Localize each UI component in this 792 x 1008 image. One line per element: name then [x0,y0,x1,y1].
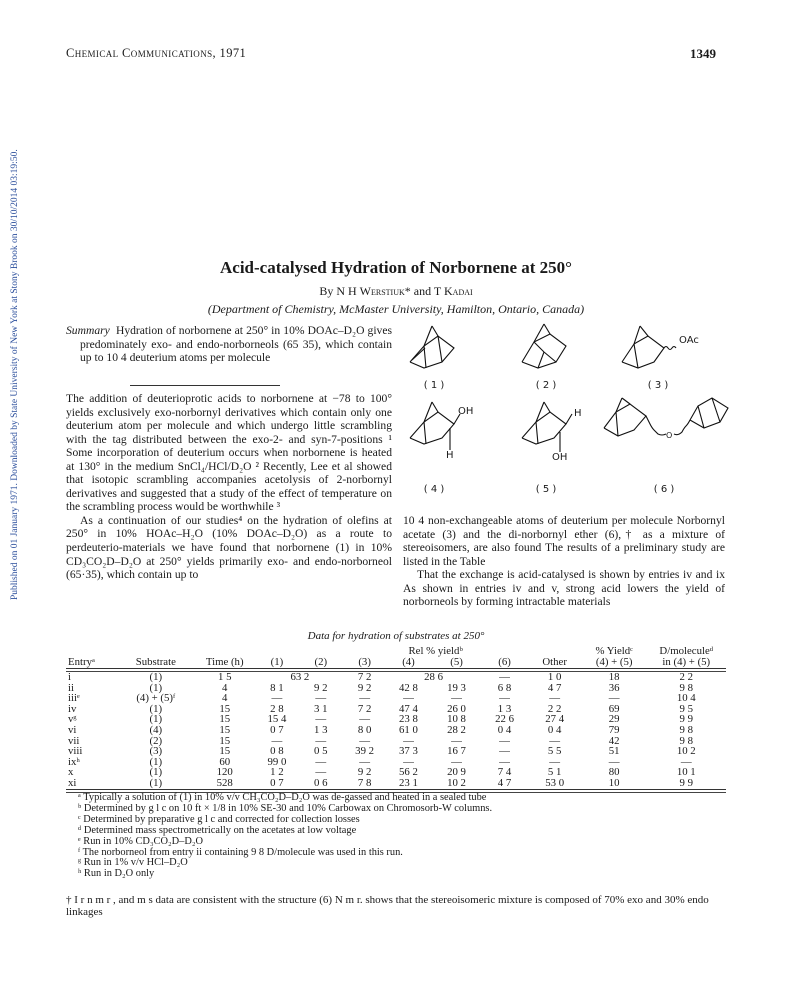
cell-c4: 37 3 [399,745,418,758]
header-yield-top: % Yieldᶜ [595,645,633,657]
body-column-right [403,514,725,609]
cell-c6: — [499,692,510,705]
cell-c2: — [315,755,327,768]
cell-other: 4 7 [547,681,562,694]
cell-c3: — [359,713,371,726]
structure-figure [400,322,730,502]
cell-c4-c5: 28 6 [424,671,443,683]
cell-c5: 28 2 [447,723,466,736]
cell-c4: 56 2 [399,766,418,779]
footnote-a: ᵃ Typically a solution of (1) in 10% v/v CH₃CO₂D–D₂O was de-gassed and heated in a sealed tube [78,792,487,803]
ether-oxygen: O [666,431,673,440]
cell-c3: 7 8 [357,776,372,789]
cell-yield: 69 [608,702,620,715]
summary-text: Hydration of norbornene at 250° in 10% DOAc–D₂O gives predominately exo- and endo-norborneols (65 35), which contain up to 10 4 deuterium atoms per molecule [80,324,392,365]
cell-c5: 10 8 [447,713,466,726]
cell-entry: viii [68,745,83,758]
header-c2: (2) [314,656,328,668]
cell-c3: 7 2 [357,702,372,715]
structure-label-6: ( 6 ) [653,484,675,495]
cell-c5: 10 2 [447,776,466,789]
cell-entry: vi [68,723,77,736]
structure-label-5: ( 5 ) [535,484,557,495]
cell-c5: 19 3 [447,681,466,694]
cell-yield: 36 [608,681,620,694]
cell-c6: — [499,671,510,683]
oac-group: OAc [679,335,699,346]
affiliation: (Department of Chemistry, McMaster University, Hamilton, Ontario, Canada) [207,302,585,316]
dagger-footnote: † I r n m r , and m s data are consistent with the structure (6) N m r. shows that the stereoisomeric mixture is composed of 70% exo and 30% endo linkages [66,894,709,918]
table-row [66,778,726,789]
table-row [66,704,726,715]
footnote-e: ᵉ Run in 10% CD₃CO₂D–D₂O [78,835,203,847]
cell-other: 53 0 [545,776,565,789]
header-c4: (4) [402,656,415,668]
cell-c4: 23 1 [399,776,418,789]
header-entry: Entryᵃ [68,656,95,668]
cell-entry: x [68,766,74,779]
cell-c4: 23 8 [399,713,418,726]
cell-c6: 0 4 [497,723,512,736]
cell-time: 15 [219,713,231,726]
cell-dmol: 10 2 [676,745,696,758]
cell-dmol: 10 4 [676,692,696,705]
download-note[interactable]: Published on 01 January 1971. Downloaded by State University of New York at Stony Brook on 30/10/2014 03:19:50. [10,149,20,600]
cell-c2: — [315,734,327,747]
body-paragraph-1: The addition of deuterioprotic acids to norbornene at −78 to 100° yields exclusively exo-norbornyl derivatives which contain only one deuterium atom per molecule and which undergo little scrambling with the tag distributed between the exo-2- and syn-7-positions ¹ Some incorporation of deuterium occurs when norbornene is heated at 130° in the medium SnCl₄/HCl/D₂O ² Recently, Lee et al showed that isotopic scrambling accompanies acetolysis of 2-norbornyl derivatives and suggested that a study of the effect of temperature on the scrambling process would be worthwhile ³ [66,392,392,514]
cell-c6: — [499,734,510,747]
table-row [66,746,726,757]
cell-substrate: (1) [149,776,163,789]
header-c1: (1) [270,656,284,668]
byline-prefix: By N H [319,284,357,298]
cell-c1: 99 0 [267,755,287,768]
oh-endo: OH [552,452,568,463]
header-c5: (5) [450,656,463,668]
cell-c1: 1 2 [270,766,284,779]
cell-time: 15 [219,702,231,715]
cell-yield: 18 [608,671,620,683]
cell-entry: vᵍ [68,713,77,726]
structure-label-4: ( 4 ) [423,484,445,495]
cell-entry: iv [68,702,77,715]
cell-dmol: 9 9 [679,776,694,789]
cell-other: — [549,692,561,705]
cell-dmol: 9 8 [679,723,694,736]
cell-c3: 7 2 [357,671,372,683]
cell-dmol: 9 5 [679,702,694,715]
cell-c6: 1 3 [497,702,512,715]
cell-c3: 9 2 [357,766,372,779]
group-header-rel-yield: Rel % yieldᵇ [408,645,463,657]
structure-endo-norborneol [516,398,580,470]
cell-other: 1 0 [547,671,562,683]
cell-time: 4 [222,692,228,705]
cell-c2: 9 2 [314,681,328,694]
cell-dmol: 9 8 [679,734,694,747]
cell-time: 120 [216,766,233,779]
summary-rule [130,385,280,386]
header-c3: (3) [358,656,371,668]
summary-label: Summary [66,324,110,337]
structure-label-3: ( 3 ) [647,380,669,391]
body-column-left [66,392,392,582]
cell-other: 5 1 [547,766,562,779]
cell-c1-c2: 63 2 [290,671,310,683]
byline [0,284,792,299]
h-endo: H [574,408,582,419]
cell-yield: 80 [608,766,620,779]
cell-substrate: (1) [149,702,163,715]
cell-c1: — [271,734,283,747]
cell-c6: — [499,745,510,758]
cell-entry: ixʰ [68,755,80,768]
cell-c4: 61 0 [399,723,418,736]
structure-norbornene [404,322,466,374]
cell-c4: 42 8 [399,681,418,694]
cell-yield: — [608,692,620,705]
cell-substrate: (4) [149,723,163,736]
cell-time: 15 [219,723,231,736]
cell-c3: 9 2 [357,681,372,694]
body-paragraph-3: 10 4 non-exchangeable atoms of deuterium per molecule Norbornyl acetate (3) and the di-norbornyl ether (6),† as a mixture of stereoisomers, are also found The results of a preliminary study are listed in the Table [403,514,725,568]
cell-c5: 16 7 [447,745,466,758]
cell-c1: 15 4 [267,713,287,726]
cell-dmol: 9 9 [679,713,694,726]
cell-c6: 6 8 [497,681,512,694]
cell-yield: 79 [608,723,620,736]
body-paragraph-2: As a continuation of our studies⁴ on the hydration of olefins at 250° in 10% HOAc–H₂O (10% DOAc–D₂O) as a route to perdeuterio-materials we have found that norbornene (1) in 10% CD₃CO₂D–D₂O at 250° yields primarily exo- and endo-norborneol (65·35), which contain up to [66,513,392,582]
cell-entry: iiiᵉ [68,692,80,705]
structure-nortricyclene [516,322,578,374]
cell-other: 27 4 [545,713,565,726]
header-yield-bottom: (4) + (5) [595,656,633,668]
cell-dmol: 10 1 [676,766,696,779]
cell-yield: 29 [608,713,620,726]
header-substrate: Substrate [135,656,176,668]
cell-c4: 47 4 [399,702,418,715]
cell-other: — [549,734,561,747]
cell-other: — [549,755,561,768]
structure-norbornyl-acetate [616,322,686,374]
table-title: Data for hydration of substrates at 250° [307,630,485,642]
oh-exo: OH [458,406,474,417]
cell-c4: — [403,755,414,768]
table-row [66,693,726,704]
cell-c4: — [403,734,414,747]
cell-c5: 26 0 [447,702,466,715]
table-row [66,767,726,778]
cell-substrate: (1) [149,766,163,779]
cell-c2: — [315,692,327,705]
download-watermark [0,0,20,1008]
cell-time: 15 [219,745,231,758]
cell-substrate: (2) [149,734,163,747]
body-paragraph-4: That the exchange is acid-catalysed is shown by entries iv and ix As shown in entries iv and v, strong acid lowers the yield of norborneols by forming intractable materials [403,568,725,609]
h-exo: H [446,450,454,461]
data-table [66,646,726,793]
cell-c5: — [451,734,462,747]
structure-dinorbornyl-ether [600,398,730,458]
footnote-f: ᶠ The norborneol from entry ii containing 9 8 D/molecule was used in this run. [78,846,403,858]
journal-running-head: Chemical Communications, 1971 [66,46,247,60]
table-row [66,757,726,768]
cell-c1: 8 1 [270,681,284,694]
cell-c1: — [271,692,283,705]
header-other: Other [542,656,567,668]
cell-yield: 10 [608,776,620,789]
cell-entry: i [68,671,71,683]
cell-substrate: (1) [149,755,163,768]
cell-dmol: 9 8 [679,681,694,694]
article-title: Acid-catalysed Hydration of Norbornene at 250° [220,258,572,277]
cell-other: 5 5 [547,745,562,758]
table-row [66,736,726,747]
footnote-c: ᶜ Determined by preparative g l c and corrected for collection losses [78,813,360,825]
cell-c2: 3 1 [314,702,328,715]
cell-c3: — [359,755,371,768]
summary [66,324,392,365]
cell-c5: — [451,755,462,768]
cell-dmol: 2 2 [679,671,694,683]
table-row [66,725,726,736]
header-c6: (6) [498,656,511,668]
cell-other: 2 2 [547,702,562,715]
author-werstiuk: Werstiuk* [359,284,411,298]
structure-label-1: ( 1 ) [423,380,445,391]
header-time: Time (h) [205,656,244,668]
footnote-h: ʰ Run in D₂O only [78,868,155,880]
cell-c3: — [359,734,371,747]
table-footnotes [78,793,738,880]
cell-time: 528 [216,776,233,789]
footnote-g: ᵍ Run in 1% v/v HCl–D₂O [78,857,188,869]
cell-c6: 7 4 [497,766,512,779]
cell-c1: 0 7 [270,723,284,736]
cell-entry: xi [68,776,77,789]
cell-time: 4 [222,681,228,694]
cell-yield: 51 [608,745,620,758]
cell-c2: 0 6 [314,776,328,789]
cell-dmol: — [680,755,692,768]
cell-substrate: (1) [149,671,163,683]
cell-time: 1 5 [217,671,232,683]
byline-and: and T [413,284,441,298]
cell-entry: ii [68,681,74,694]
cell-c3: 8 0 [357,723,372,736]
cell-c1: 0 8 [270,745,284,758]
cell-other: 0 4 [547,723,562,736]
cell-c4: — [403,692,414,705]
cell-yield: 42 [608,734,620,747]
cell-c5: — [451,692,462,705]
cell-c2: 0 5 [314,745,328,758]
cell-time: 60 [219,755,231,768]
cell-c2: — [315,766,327,779]
cell-entry: vii [68,734,80,747]
cell-c1: 0 7 [270,776,284,789]
cell-c6: 22 6 [495,713,514,726]
cell-c2: 1 3 [314,723,328,736]
header-dmol-top: D/moleculeᵈ [659,645,714,657]
cell-substrate: (4) + (5)ᶠ [136,692,176,705]
cell-c6: — [499,755,510,768]
cell-substrate: (1) [149,681,163,694]
cell-c2: — [315,713,327,726]
cell-c3: 39 2 [355,745,375,758]
footnote-b: ᵇ Determined by g l c on 10 ft × 1/8 in 10% SE-30 and 10% Carbowax on Chromosorb-W columns. [78,802,493,814]
cell-substrate: (1) [149,713,163,726]
cell-c6: 4 7 [497,776,512,789]
structure-label-2: ( 2 ) [535,380,557,391]
header-dmol-bottom: in (4) + (5) [662,656,711,668]
cell-time: 15 [219,734,231,747]
cell-c5: 20 9 [447,766,466,779]
cell-substrate: (3) [149,745,163,758]
table-row [66,672,726,683]
cell-c1: 2 8 [270,702,284,715]
table-row [66,714,726,725]
table-body [66,683,726,789]
author-kadai: Kadai [444,284,473,298]
page-number: 1349 [690,46,716,61]
table-header-row [66,657,726,669]
cell-c3: — [359,692,371,705]
footnote-d: ᵈ Determined mass spectrometrically on the acetates at low voltage [78,824,357,836]
cell-yield: — [608,755,620,768]
